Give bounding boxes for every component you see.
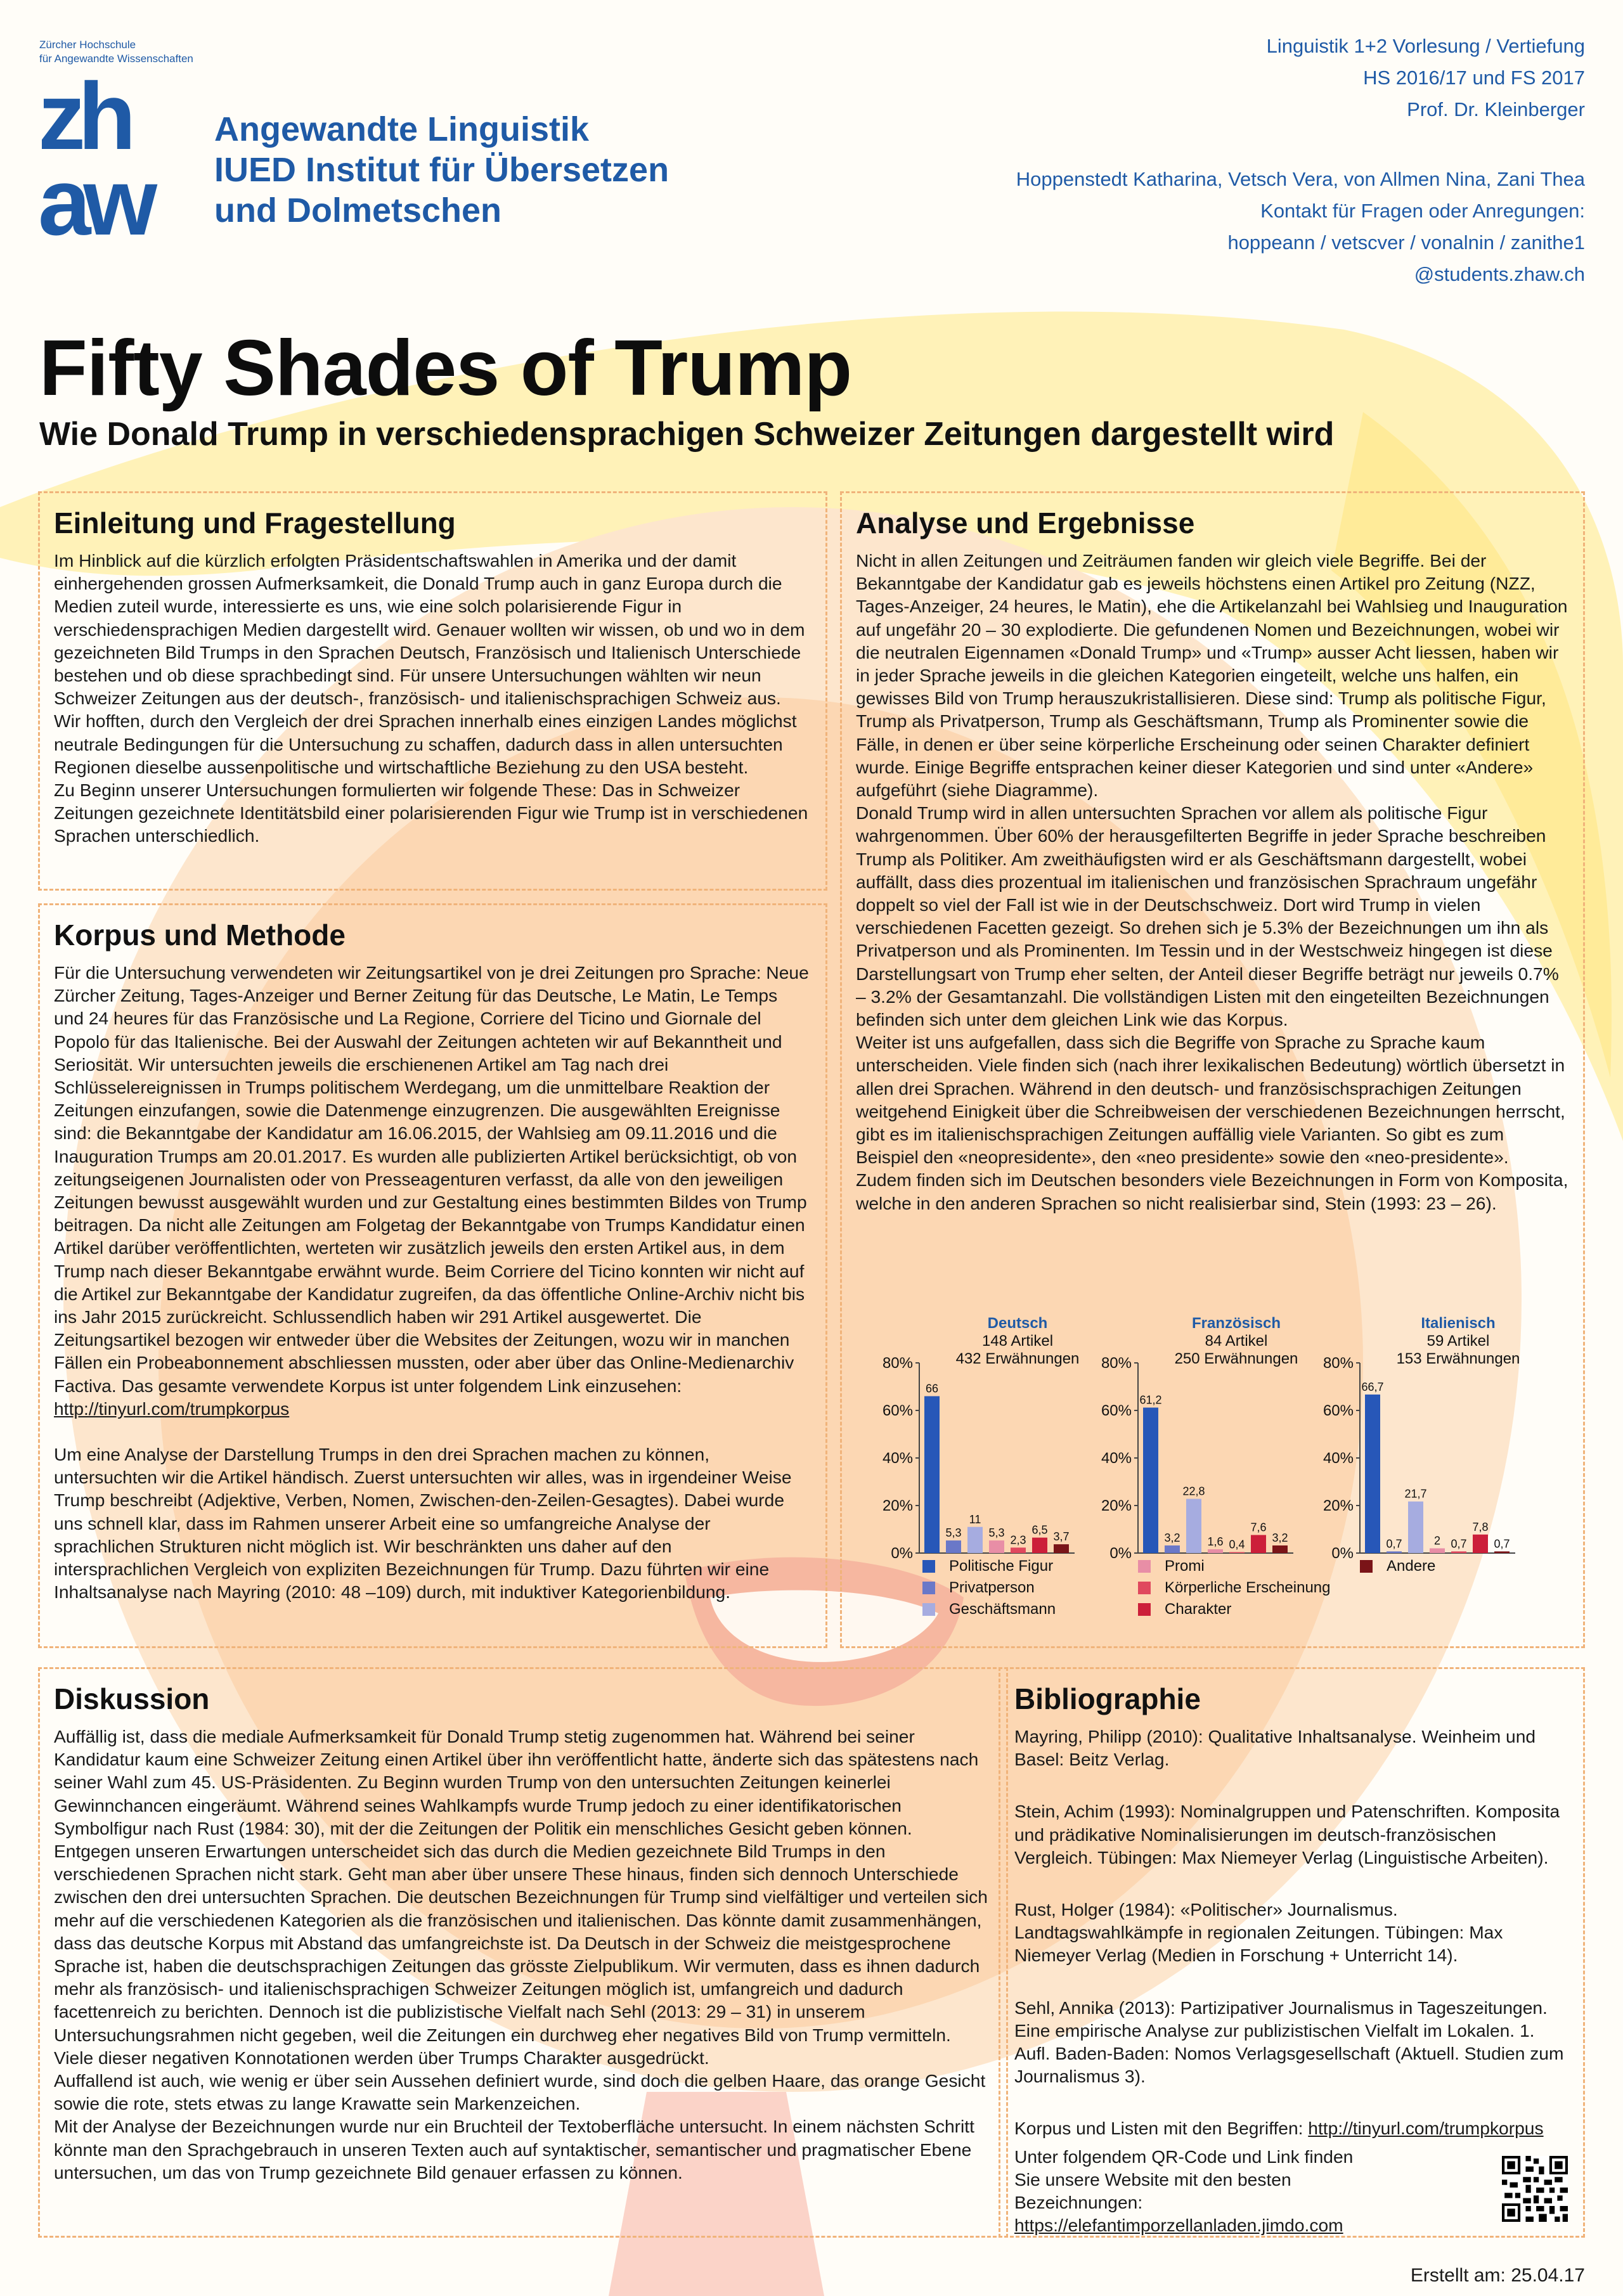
y-tick-label: 0% [1109,1545,1132,1562]
bar-französisch-körperliche-erscheinung [1229,1552,1245,1554]
school-name-line2: für Angewandte Wissenschaften [39,53,193,65]
y-tick-label: 20% [882,1497,913,1514]
svg-text:aw: aw [38,148,150,255]
legend-label: Körperliche Erscheinung [1165,1579,1331,1596]
authors-line: Hoppenstedt Katharina, Vetsch Vera, von Allmen Nina, Zani Thea [1016,168,1585,190]
korpus-listen-text: Korpus und Listen mit den Begriffen: [1014,2118,1309,2139]
legend-swatch [1138,1582,1151,1594]
qr-code-icon[interactable] [1502,2156,1568,2222]
y-tick-label: 80% [1322,1355,1354,1372]
bar-französisch-privatperson [1165,1545,1180,1553]
bar-deutsch-politische-figur [924,1396,940,1554]
chart-articles-italienisch: 59 Artikel [1426,1332,1490,1350]
bar-französisch-andere [1272,1545,1288,1553]
institute-name [214,109,669,231]
bar-value-label: 3,2 [1164,1532,1180,1544]
bib-entry-sehl: Sehl, Annika (2013): Partizipativer Journalismus in Tageszeitungen. Eine empirische Analyse zur publizistischen Vielfalt im Lokalen. 1. Aufl. Baden-Baden: Nomos Verlagsgesellschaft (Aktuell. Studien zum Journalismus 3). [1014,1997,1564,2087]
bar-deutsch-andere [1054,1544,1069,1553]
bar-französisch-politische-figur [1143,1408,1158,1554]
legend-label: Politische Figur [949,1558,1054,1575]
course-info [1016,30,1585,290]
korpus-link[interactable]: http://tinyurl.com/trumpkorpus [54,1398,290,1419]
y-tick-label: 40% [1322,1450,1354,1467]
institute-line1: Angewandte Linguistik [214,110,590,148]
bar-italienisch-körperliche-erscheinung [1451,1551,1466,1553]
bib-entry-mayring: Mayring, Philipp (2010): Qualitative Inhaltsanalyse. Weinheim und Basel: Beitz Verlag. [1014,1726,1536,1770]
chart-mentions-deutsch: 432 Erwähnungen [955,1350,1080,1367]
chart-articles-französisch: 84 Artikel [1205,1332,1268,1350]
y-tick-label: 40% [882,1450,913,1467]
einleitung-paragraph-2: Zu Beginn unserer Untersuchungen formulierten wir folgende These: Das in Schweizer Zeitungen gezeichnete Identitätsbild einer polarisierenden Figur wie Trump ist in verschiedenen Sprachen unterschiedlich. [54,780,808,846]
poster-title: Fifty Shades of Trump [39,325,852,412]
panel-bibliographie [999,1667,1585,2238]
bar-französisch-geschäftsmann [1186,1499,1201,1554]
legend-label: Charakter [1165,1601,1232,1618]
bar-value-label: 3,7 [1053,1530,1070,1544]
bib-entry-stein: Stein, Achim (1993): Nominalgruppen und Patenschriften. Komposita und prädikative Nominalisierungen im deutsch-französischen Vergleich. Tübingen: Max Niemeyer Verlag (Linguistische Arbeiten). [1014,1801,1560,1867]
bar-italienisch-andere [1494,1551,1510,1553]
legend-swatch [922,1560,935,1573]
diskussion-paragraph-3: Auffallend ist auch, wie wenig er über sein Aussehen definiert wurde, sind doch die gelben Haare, das orange Gesicht sowie die rote, stets etwas zu lange Krawatte sein Markenzeichen. [54,2070,986,2114]
bar-value-label: 22,8 [1182,1485,1205,1498]
diskussion-paragraph-1: Auffällig ist, dass die mediale Aufmerksamkeit für Donald Trump stetig zugenommen hat. Während bei seiner Kandidatur kaum eine Schweizer Zeitung einen Artikel über ihn veröffentlicht hatte, änderte sich das spätestens nach seiner Wahl zum 45. US-Präsidenten. Zu Beginn wurden Trump von den untersuchten Zeitungen keinerlei Gewinnchancen eingeräumt. Während seines Wahlkampfs wurde Trump jedoch zu einer identifikatorischen Symbolfigur nach Rust (1984: 30), mit der die Zeitungen der Politik ein menschliches Gesicht geben können. [54,1726,979,1838]
korpus-listen-line [1014,2117,1569,2139]
heading-diskussion: Diskussion [54,1682,210,1715]
y-tick-label: 20% [1101,1497,1132,1514]
bar-value-label: 21,7 [1404,1487,1427,1500]
panel-diskussion [38,1667,1008,2238]
analyse-paragraph-3: Weiter ist uns aufgefallen, dass sich die Begriffe von Sprache zu Sprache kaum unterscheiden. Viele finden sich (nach ihrer lexikalischen Bedeutung) wörtlich übersetzt in allen drei Sprachen. Während in den deutsch- und französischsprachigen Zeitungen weitgehend Einigkeit über die Schreibweisen der verschiedenen Bezeichnungen herrscht, gibt es im italienischsprachigen Zeitungen auffällig viele Varianten. So gibt es zum Beispiel den «neopresidente», den «neo presidente» sowie den «neo-presidente». [856,1032,1565,1168]
bar-value-label: 2 [1433,1534,1441,1547]
legend-swatch [1138,1560,1151,1573]
website-line [1014,2214,1569,2236]
bar-value-label: 61,2 [1139,1393,1162,1407]
y-tick-label: 40% [1101,1450,1132,1467]
panel-einleitung [38,491,827,891]
korpus-paragraph-2: Um eine Analyse der Darstellung Trumps in den drei Sprachen machen zu können, untersuchten wir die Artikel händisch. Zuerst untersuchten wir alles, was in irgendeiner Weise Trump beschreibt (Adjektive, Verben, Nomen, Zwischen-den-Zeilen-Gesagtes). Dabei wurde uns schnell klar, dass im Rahmen unserer Arbeit eine so umfangreiche Analyse der sprachlichen Strukturen nicht möglich ist. Wir beschränkten uns daher auf den intersprachlichen Vergleich von expliziten Bezeichnungen für Trump. Dazu führten wir eine Inhaltsanalyse nach Mayring (2010: 48 –109) durch, mit induktiver Kategorienbildung. [54,1444,792,1603]
bar-value-label: 3,2 [1272,1532,1288,1544]
heading-korpus: Korpus und Methode [54,919,346,951]
bar-value-label: 0,7 [1494,1537,1510,1551]
institute-line2: IUED Institut für Übersetzen [214,151,669,189]
qr-description: Unter folgendem QR-Code und Link finden Sie unsere Website mit den besten Bezeichnungen: [1014,2146,1354,2213]
bar-value-label: 66 [925,1382,939,1395]
legend-swatch [1138,1603,1151,1616]
legend-label: Promi [1165,1558,1205,1575]
y-tick-label: 80% [1101,1355,1132,1372]
bar-deutsch-körperliche-erscheinung [1011,1547,1026,1553]
contact-domain: @students.zhaw.ch [1414,263,1585,285]
y-tick-label: 0% [1331,1545,1354,1562]
institute-line3: und Dolmetschen [214,191,502,229]
bar-value-label: 7,6 [1250,1521,1267,1534]
legend-label: Privatperson [949,1579,1035,1596]
bar-deutsch-geschäftsmann [967,1527,983,1553]
legend-swatch [922,1582,935,1594]
analyse-paragraph-1: Nicht in allen Zeitungen und Zeiträumen fanden wir gleich viele Begriffe. Bei der Bekanntgabe der Kandidatur gab es jeweils höchstens einen Artikel pro Zeitung (NZZ, Tages-Anzeiger, 24 heures, le Matin), ehe die Artikelanzahl bei Wahlsieg und Inauguration auf ungefähr 20 – 30 explodierte. Die gefundenen Nomen und Bezeichnungen, wobei wir die neutralen Eigennamen «Donald Trump» und «Trump» ausser Acht liessen, haben wir in jeder Sprache jeweils in die gleichen Kategorien eingeteilt, welche uns halfen, ein gewisses Bild von Trump herauszukristallisieren. Diese sind: Trump als politische Figur, Trump als Privatperson, Trump als Geschäftsmann, Trump als Prominenter sowie die Fälle, in denen er über seine körperliche Erscheinung oder seinen Charakter definiert wurde. Einige Begriffe entsprachen keiner dieser Kategorien und sind unter «Andere» aufgeführt (siehe Diagramme). [856,550,1568,801]
bar-value-label: 5,3 [988,1526,1005,1540]
heading-bibliographie: Bibliographie [1014,1682,1201,1715]
bar-value-label: 1,6 [1207,1535,1224,1548]
y-tick-label: 0% [891,1545,913,1562]
legend-swatch [922,1603,935,1616]
bar-value-label: 7,8 [1472,1520,1489,1533]
legend-swatch [1360,1560,1373,1573]
legend-label: Andere [1387,1558,1436,1575]
bar-italienisch-charakter [1473,1535,1488,1553]
contact-label: Kontakt für Fragen oder Anregungen: [1260,200,1585,222]
panel-korpus [38,903,827,1648]
bar-value-label: 0,4 [1229,1538,1245,1551]
bar-italienisch-politische-figur [1365,1395,1380,1553]
bar-value-label: 2,3 [1010,1533,1026,1547]
y-tick-label: 80% [882,1355,913,1372]
poster-subtitle: Wie Donald Trump in verschiedensprachigen Schweizer Zeitungen dargestellt wird [39,416,1335,453]
results-bar-charts [878,1315,1575,1618]
bar-deutsch-charakter [1032,1538,1047,1553]
semester-line: HS 2016/17 und FS 2017 [1363,67,1585,89]
bar-französisch-charakter [1251,1535,1266,1554]
y-tick-label: 60% [1322,1402,1354,1419]
zhaw-logo [38,63,197,255]
bar-value-label: 0,7 [1386,1537,1402,1551]
analyse-paragraph-4: Zudem finden sich im Deutschen besonders viele Bezeichnungen in Form von Komposita, welche in den anderen Sprachen so nicht realisierbar sind, Stein (1993: 23 – 26). [856,1170,1568,1213]
bar-value-label: 66,7 [1361,1380,1384,1393]
chart-title-deutsch: Deutsch [987,1315,1048,1332]
y-tick-label: 60% [1101,1402,1132,1419]
website-link[interactable]: https://elefantimporzellanladen.jimdo.com [1014,2215,1343,2236]
y-tick-label: 20% [1322,1497,1354,1514]
bar-value-label: 6,5 [1031,1523,1048,1537]
chart-mentions-italienisch: 153 Erwähnungen [1396,1350,1520,1367]
bar-deutsch-promi [989,1540,1004,1553]
chart-title-französisch: Französisch [1191,1315,1281,1332]
bar-value-label: 5,3 [945,1526,962,1540]
chart-mentions-französisch: 250 Erwähnungen [1174,1350,1298,1367]
bar-value-label: 0,7 [1451,1537,1467,1551]
chart-articles-deutsch: 148 Artikel [981,1332,1054,1350]
korpus-text: Für die Untersuchung verwendeten wir Zeitungsartikel von je drei Zeitungen pro Sprache: Neue Zürcher Zeitung, Tages-Anzeiger und Berner Zeitung für das Deutsche, Le Matin, Le Temps und 24 heures für das Französische und La Regione, Corriere del Ticino und Giornale del Popolo für das Italienische. Bei der Auswahl der Zeitungen achteten wir auf Bekanntheit und Seriosität. Wir untersuchten jeweils die erschienenen Artikel am Tag nach drei Schlüsselereignissen in Trumps politischem Werdegang, um die unmittelbare Reaktion der Zeitungen einzufangen, sowie die Datenmenge einzugrenzen. Die ausgewählten Ereignisse sind: die Bekanntgabe der Kandidatur am 16.06.2015, der Wahlsieg am 09.11.2016 und die Inauguration Trumps am 20.01.2017. Es wurden alle publizierten Artikel berücksichtigt, ob von zeitungseigenen Journalisten oder von Presseagenturen verfasst, da alle von den jeweiligen Zeitungen bewusst ausgewählt wurden und zur Gestaltung eines bestimmten Bildes von Trump beitragen. Da nicht alle Zeitungen am Folgetag der Bekanntgabe von Trumps Kandidatur einen Artikel darüber veröffentlichten, werteten wir zusätzlich jeweils den ersten Artikel aus, in dem Trump nach dieser Bekanntgabe erwähnt wurde. Beim Corriere del Ticino konnten wir nicht auf die Artikel zur Bekanntgabe der Kandidatur zugreifen, da das öffentliche Online-Archiv nicht bis ins Jahr 2015 zurückreicht. Schlussendlich haben wir 291 Artikel ausgewertet. Die Zeitungsartikel bezogen wir entweder über die Websites der Zeitungen, wozu wir in manchen Fällen ein Probeabonnement abschliessen mussten, oder aber über das Online-Medienarchiv Factiva. Das gesamte verwendete Korpus ist unter folgendem Link einzusehen: [54,962,809,1396]
bar-deutsch-privatperson [946,1540,961,1553]
korpus-listen-link[interactable]: http://tinyurl.com/trumpkorpus [1308,2118,1544,2139]
y-tick-label: 60% [882,1402,913,1419]
diskussion-paragraph-2: Entgegen unseren Erwartungen unterscheidet sich das durch die Medien gezeichnete Bild Trumps in den verschiedenen Sprachen nicht stark. Geht man aber über unsere These hinaus, finden sich dennoch Unterschiede zwischen den drei untersuchten Sprachen. Die deutschen Bezeichnungen für Trump sind vielfältiger und verteilen sich mehr auf die verschiedenen Kategorien als die französischen und italienischen. Das könnte damit zusammenhängen, dass das deutsche Korpus mit Abstand das umfangreichste ist. Da Deutsch in der Schweiz die meistgesprochene Sprache ist, haben die deutschsprachigen Zeitungen das grösste Zielpublikum. Wir vermuten, dass es ihnen dadurch mehr als französisch- und italienischsprachigen Schweizer Zeitungen möglich ist, umfangreich und dadurch facettenreich zu berichten. Dennoch ist die publizistische Vielfalt nach Sehl (2013: 29 – 31) in unserem Untersuchungsrahmen nicht gegeben, weil die Zeitungen ein durchweg eher negatives Bild von Trump vermitteln. Viele dieser negativen Konnotationen werden über Trumps Charakter ausgedrückt. [54,1841,988,2068]
bar-französisch-promi [1208,1549,1223,1553]
heading-analyse: Analyse und Ergebnisse [856,506,1195,539]
bar-italienisch-promi [1430,1549,1445,1554]
bar-italienisch-privatperson [1387,1551,1402,1553]
bar-italienisch-geschäftsmann [1408,1502,1423,1553]
contact-usernames: hoppeann / vetscver / vonalnin / zanithe1 [1227,231,1585,254]
analyse-paragraph-2: Donald Trump wird in allen untersuchten Sprachen vor allem als politische Figur wahrgenommen. Über 60% der herausgefilterten Begriffe in jeder Sprache beschreiben Trump als Politiker. Am zweithäufigsten wird er als Geschäftsmann dargestellt, wobei auffällt, dass dies prozentual im italienischen und französischen Sprachraum ungefähr doppelt so viel der Fall ist wie in der Deutschschweiz. Dort wird Trump in vielen verschiedenen Facetten gezeigt. So drehen sich je 5.3% der Bezeichnungen um ihn als Privatperson und als Prominenten. Im Tessin und in der Westschweiz hingegen ist diese Darstellungsart von Trump eher selten, der Anteil dieser Begriffe beträgt nur jeweils 0.7% – 3.2% der Gesamtanzahl. Die vollständigen Listen mit den eingeteilten Bezeichnungen befinden sich unter dem gleichen Link wie das Korpus. [856,803,1559,1030]
chart-title-italienisch: Italienisch [1421,1315,1496,1332]
created-date: Erstellt am: 25.04.17 [1410,2265,1585,2286]
heading-einleitung: Einleitung und Fragestellung [54,506,456,539]
school-name [39,38,193,66]
legend-label: Geschäftsmann [949,1601,1056,1618]
einleitung-paragraph-1: Im Hinblick auf die kürzlich erfolgten Präsidentschaftswahlen in Amerika und der damit einhergehenden grossen Aufmerksamkeit, die Donald Trump auch in ganz Europa durch die Medien zuteil wurde, interessierte es uns, wie eine solch polarisierende Figur in verschiedensprachigen Medien dargestellt wird. Genauer wollten wir wissen, ob und wo in dem gezeichneten Bild Trumps in den Sprachen Deutsch, Französisch und Italienisch Unterschiede bestehen und ob diese sprachbedingt sind. Für unsere Untersuchungen wählten wir neun Schweizer Zeitungen aus der deutsch-, französisch- und italienischsprachigen Schweiz aus. Wir hofften, durch den Vergleich der drei Sprachen innerhalb eines einzigen Landes möglichst neutrale Bedingungen für die Untersuchung zu schaffen, dadurch dass in allen untersuchten Regionen dieselbe aussenpolitische und wirtschaftliche Beziehung zu den USA besteht. [54,550,805,777]
bar-value-label: 11 [969,1512,981,1526]
diskussion-paragraph-4: Mit der Analyse der Bezeichnungen wurde nur ein Bruchteil der Textoberfläche untersucht. In einem nächsten Schritt könnte man den Sprachgebrauch in unseren Texten auch auf syntaktischer, semantischer und pragmatischer Ebene untersuchen, um das von Trump gezeichnete Bild genauer erfassen zu können. [54,2116,974,2183]
school-name-line1: Zürcher Hochschule [39,39,136,51]
professor-line: Prof. Dr. Kleinberger [1407,98,1585,120]
svg-text:zh: zh [38,63,129,169]
course-line: Linguistik 1+2 Vorlesung / Vertiefung [1266,35,1585,57]
korpus-paragraph-1 [54,961,812,1420]
bib-entry-rust: Rust, Holger (1984): «Politischer» Journalismus. Landtagswahlkämpfe in regionalen Zeitungen. Tübingen: Max Niemeyer Verlag (Medien in Forschung + Unterricht 14). [1014,1899,1503,1966]
